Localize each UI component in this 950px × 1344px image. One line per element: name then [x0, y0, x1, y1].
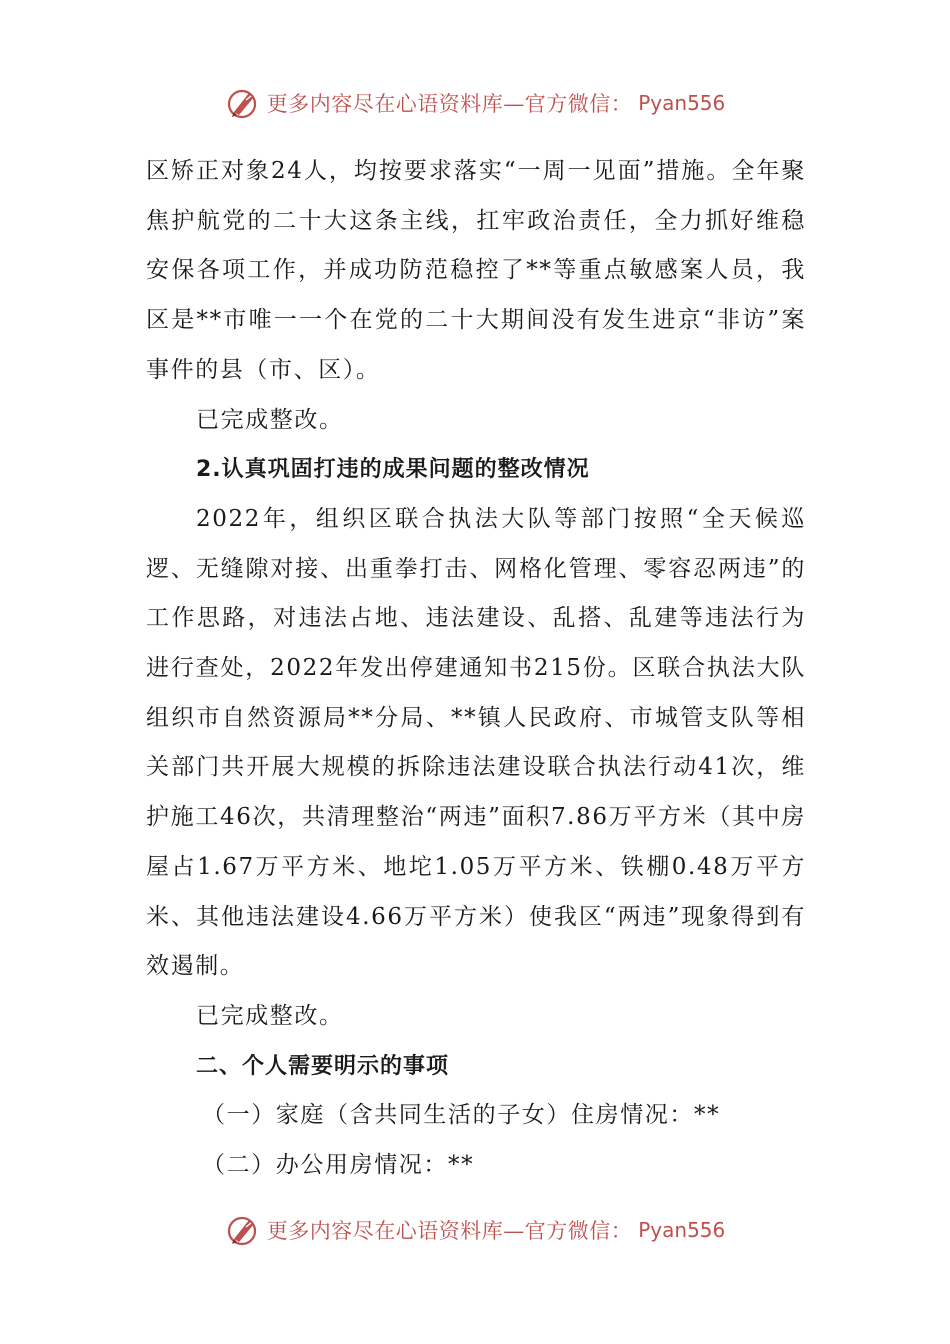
paragraph-1: 区矫正对象24人，均按要求落实“一周一见面”措施。全年聚焦护航党的二十大这条主线，扛牢政治责任，全力抓好维稳安保各项工作，并成功防范稳控了**等重点敏感案人员，我区是**市唯一一个在党的二十大期间没有发生进京“非访”案事件的县（市、区）。 — [146, 158, 806, 383]
banner-wechat-id: Pyan556 — [638, 91, 726, 115]
pen-logo-icon — [225, 1212, 261, 1248]
banner-text: 更多内容尽在心语资料库—官方微信： — [266, 1219, 633, 1243]
completion-note-1: 已完成整改。 — [196, 406, 344, 433]
banner-wechat-id: Pyan556 — [638, 1218, 726, 1242]
section-heading-personal: 二、个人需要明示的事项 — [196, 1053, 450, 1079]
document-body — [146, 147, 806, 1191]
footer-banner — [0, 1208, 950, 1252]
pen-logo-icon — [225, 85, 261, 121]
list-item-office: （二）办公用房情况：** — [202, 1152, 475, 1179]
paragraph-2: 2022年，组织区联合执法大队等部门按照“全天候巡逻、无缝隙对接、出重拳打击、网格化管理、零容忍两违”的工作思路，对违法占地、违法建设、乱搭、乱建等违法行为进行查处，2022年发出停建通知书215份。区联合执法大队组织市自然资源局**分局、**镇人民政府、市城管支队等相关部门共开展大规模的拆除违法建设联合执法行动41次，维护施工46次，共清理整治“两违”面积7.86万平方米（其中房屋占1.67万平方米、地坨1.05万平方米、铁棚0.48万平方米、其他违法建设4.66万平方米）使我区“两违”现象得到有效遏制。 — [146, 505, 806, 980]
list-item-housing: （一）家庭（含共同生活的子女）住房情况：** — [202, 1102, 721, 1129]
banner-text: 更多内容尽在心语资料库—官方微信： — [266, 92, 633, 116]
section-heading-2: 2.认真巩固打违的成果问题的整改情况 — [196, 457, 590, 483]
header-banner — [0, 81, 950, 125]
completion-note-2: 已完成整改。 — [196, 1002, 344, 1029]
